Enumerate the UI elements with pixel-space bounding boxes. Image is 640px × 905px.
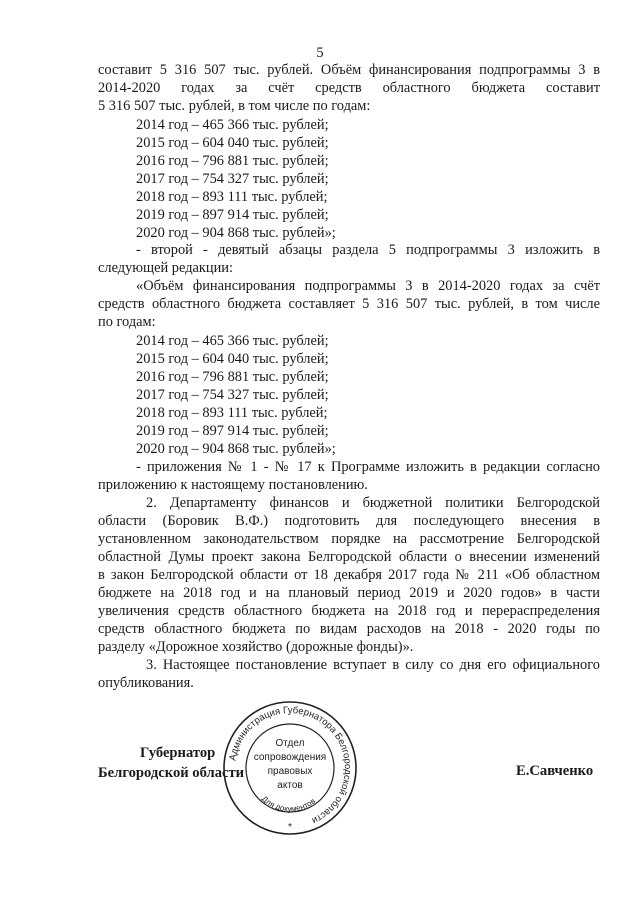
text-line: 2. Департаменту финансов и бюджетной политики Белгородской bbox=[146, 495, 600, 511]
text-line: 2015 год – 604 040 тыс. рублей; bbox=[136, 351, 329, 367]
text-line: по годам: bbox=[98, 314, 156, 330]
text-line: 2018 год – 893 111 тыс. рублей; bbox=[136, 189, 328, 205]
text-line: бюджете на 2018 год и на плановый период 2019 и 2020 годов» в части bbox=[98, 585, 600, 601]
stamp-center-line: Отдел bbox=[275, 738, 305, 749]
text-line: увеличения средств областного бюджета на 2018 год и перераспределения bbox=[98, 603, 600, 619]
text-line: составит 5 316 507 тыс. рублей. Объём финансирования подпрограммы 3 в bbox=[98, 62, 600, 78]
stamp-center-line: сопровождения bbox=[253, 752, 327, 763]
signature-title-line1: Губернатор bbox=[140, 745, 216, 761]
stamp-bottom-text: Для документов bbox=[259, 794, 318, 814]
text-line: установленном законодательством порядке на рассмотрение Белгородской bbox=[98, 531, 600, 547]
stamp-star: * bbox=[288, 822, 292, 833]
text-line: приложению к настоящему постановлению. bbox=[98, 477, 368, 493]
text-line: разделу «Дорожное хозяйство (дорожные фонды)». bbox=[98, 639, 414, 655]
signature-name: Е.Савченко bbox=[516, 763, 594, 779]
stamp-ring-text: Администрация Губернатора Белгородской области bbox=[227, 704, 354, 827]
text-line: 2017 год – 754 327 тыс. рублей; bbox=[136, 387, 329, 403]
page-number: 5 bbox=[316, 45, 324, 61]
text-line: 2019 год – 897 914 тыс. рублей; bbox=[136, 207, 329, 223]
text-line: 2020 год – 904 868 тыс. рублей»; bbox=[136, 441, 336, 457]
text-line: 2014-2020 годах за счёт средств областного бюджета составит bbox=[98, 80, 600, 96]
text-line: следующей редакции: bbox=[98, 260, 233, 276]
text-line: - приложения № 1 - № 17 к Программе изложить в редакции согласно bbox=[136, 459, 600, 475]
text-line: 3. Настоящее постановление вступает в силу со дня его официального bbox=[146, 657, 600, 673]
text-line: 2019 год – 897 914 тыс. рублей; bbox=[136, 423, 329, 439]
text-line: 2016 год – 796 881 тыс. рублей; bbox=[136, 153, 329, 169]
text-line: 2017 год – 754 327 тыс. рублей; bbox=[136, 171, 329, 187]
text-line: области (Боровик В.Ф.) подготовить для последующего внесения в bbox=[98, 513, 600, 529]
stamp-center-line: актов bbox=[277, 780, 303, 791]
text-line: областной Думы проект закона Белгородской области о внесении изменений bbox=[98, 549, 600, 565]
text-line: опубликования. bbox=[98, 675, 194, 691]
text-line: 2018 год – 893 111 тыс. рублей; bbox=[136, 405, 328, 421]
text-line: средств областного бюджета по видам расходов на 2018 - 2020 годы по bbox=[98, 621, 600, 637]
text-line: «Объём финансирования подпрограммы 3 в 2014-2020 годах за счёт bbox=[136, 278, 600, 294]
text-line: в закон Белгородской области от 18 декабря 2017 года № 211 «Об областном bbox=[98, 567, 600, 583]
text-line: 2016 год – 796 881 тыс. рублей; bbox=[136, 369, 329, 385]
text-line: средств областного бюджета составляет 5 316 507 тыс. рублей, в том числе bbox=[98, 296, 600, 312]
text-line: 2014 год – 465 366 тыс. рублей; bbox=[136, 117, 329, 133]
text-line: 2015 год – 604 040 тыс. рублей; bbox=[136, 135, 329, 151]
stamp-center-line: правовых bbox=[267, 766, 313, 777]
signature-title-line2: Белгородской области bbox=[98, 765, 245, 781]
official-stamp bbox=[222, 700, 358, 836]
text-line: - второй - девятый абзацы раздела 5 подпрограммы 3 изложить в bbox=[136, 242, 600, 258]
text-line: 2020 год – 904 868 тыс. рублей»; bbox=[136, 225, 336, 241]
text-line: 5 316 507 тыс. рублей, в том числе по годам: bbox=[98, 98, 371, 114]
text-line: 2014 год – 465 366 тыс. рублей; bbox=[136, 333, 329, 349]
